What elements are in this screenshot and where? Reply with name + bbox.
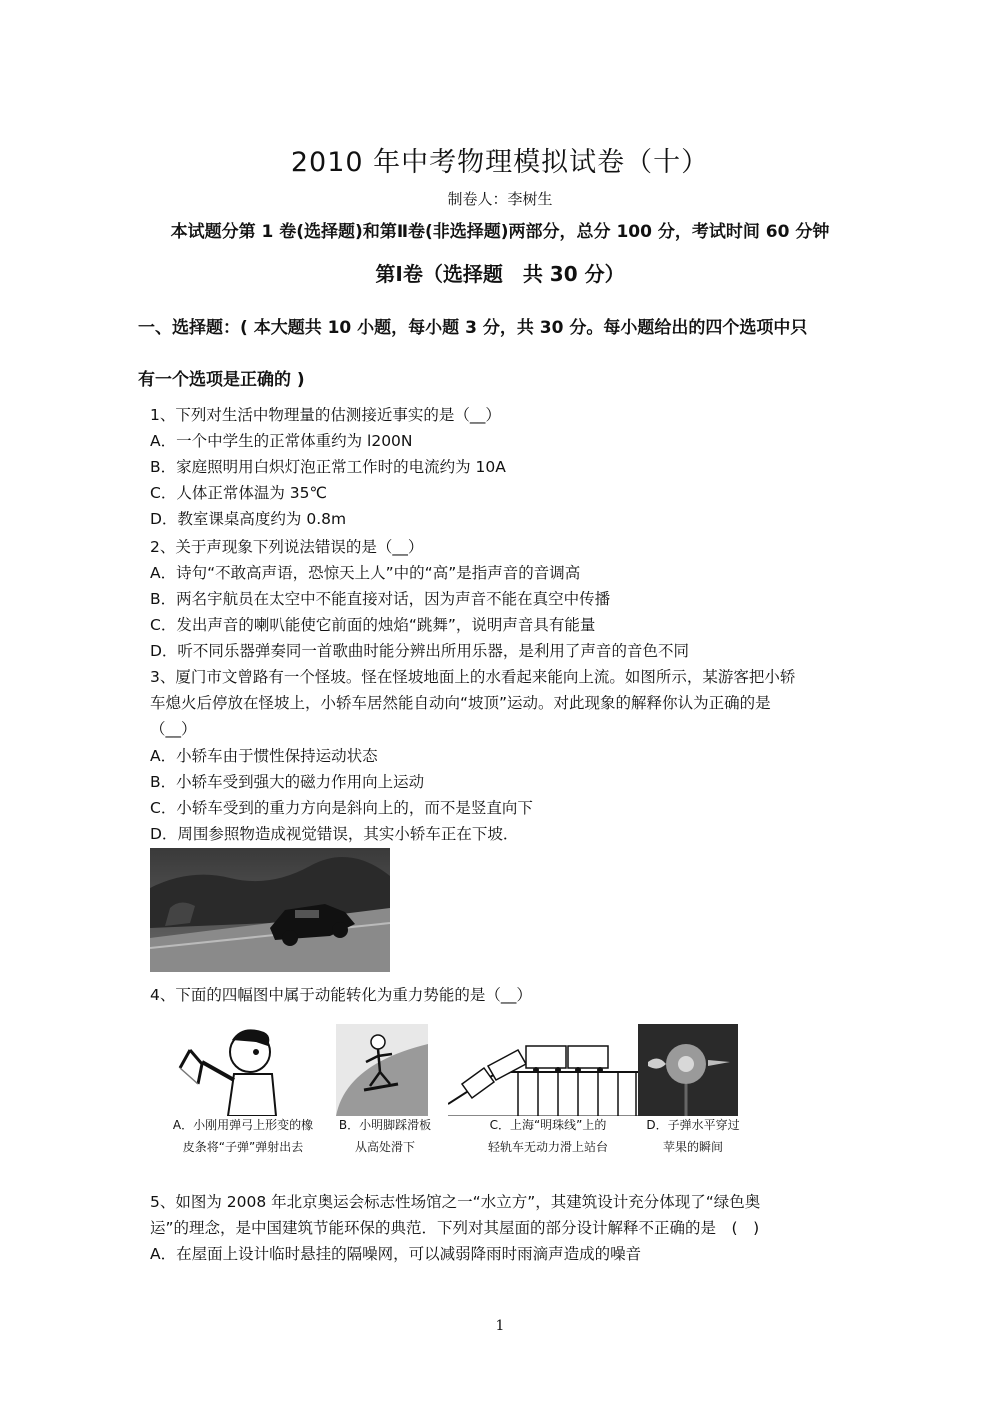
q3-option-d: D．周围参照物造成视觉错误，其实小轿车正在下坡． (150, 825, 519, 843)
q3-stem-line1: 3、厦门市文曾路有一个怪坡。怪在怪坡地面上的水看起来能向上流。如图所示，某游客把小轿 (150, 668, 796, 686)
q2-option-d: D．听不同乐器弹奏同一首歌曲时能分辨出所用乐器，是利用了声音的音色不同 (150, 642, 689, 660)
author-line: 制卷人：李树生 (447, 190, 553, 208)
q5-stem-line1: 5、如图为 2008 年北京奥运会标志性场馆之一“水立方”，其建筑设计充分体现了“绿色奥 (150, 1193, 761, 1211)
car-on-slope-photo (150, 848, 390, 972)
q2-stem: 2、关于声现象下列说法错误的是（__） (150, 538, 424, 556)
q2-option-a: A．诗句“不敢高声语，恐惊天上人”中的“高”是指声音的音调高 (150, 564, 581, 582)
q3-option-c: C．小轿车受到的重力方向是斜向上的，而不是竖直向下 (150, 799, 533, 817)
q2-option-b: B．两名宇航员在太空中不能直接对话，因为声音不能在真空中传播 (150, 590, 611, 608)
q2-option-c: C．发出声音的喇叭能使它前面的烛焰“跳舞”，说明声音具有能量 (150, 616, 596, 634)
exam-info: 本试题分第 1 卷(选择题)和第Ⅱ卷(非选择题)两部分，总分 100 分，考试时间 60 分钟 (170, 222, 830, 242)
figure-a-caption-line2: 皮条将“子弹”弹射出去 (182, 1140, 304, 1154)
volume-heading: 第Ⅰ卷（选择题 共 30 分） (375, 262, 625, 286)
q1-option-c: C．人体正常体温为 35℃ (150, 484, 327, 502)
q1-option-a: A．一个中学生的正常体重约为 l200N (150, 432, 413, 450)
figure-c-caption-line1: C．上海“明珠线”上的 (489, 1118, 607, 1132)
bullet-apple-figure (638, 1024, 738, 1116)
figure-c-caption (458, 1114, 638, 1158)
q1-option-b: B．家庭照明用白炽灯泡正常工作时的电流约为 10A (150, 458, 506, 476)
skateboard-slope-figure (336, 1024, 428, 1116)
figure-a-caption (158, 1114, 328, 1158)
figure-c-caption-line2: 轻轨车无动力滑上站台 (487, 1140, 608, 1154)
page-number: 1 (495, 1318, 505, 1334)
section-heading-line2: 有一个选项是正确的 ) (138, 370, 305, 390)
q5-stem-line2: 运”的理念，是中国建筑节能环保的典范．下列对其屋面的部分设计解释不正确的是 ( ) (150, 1219, 760, 1237)
q3-stem-line2: 车熄火后停放在怪坡上，小轿车居然能自动向“坡顶”运动。对此现象的解释你认为正确的是 (150, 694, 771, 712)
figure-a-caption-line1: A．小刚用弹弓上形变的橡 (172, 1118, 314, 1132)
slingshot-boy-figure (172, 1024, 312, 1116)
q3-option-b: B．小轿车受到强大的磁力作用向上运动 (150, 773, 425, 791)
figure-d-caption-line1: D．子弹水平穿过 (646, 1118, 740, 1132)
q1-option-d: D．教室课桌高度约为 0.8m (150, 510, 347, 528)
figure-b-caption-line2: 从高处滑下 (354, 1140, 415, 1154)
q3-option-a: A．小轿车由于惯性保持运动状态 (150, 747, 378, 765)
figure-d-caption (628, 1114, 758, 1158)
q1-stem: 1、下列对生活中物理量的估测接近事实的是（__） (150, 406, 501, 424)
q5-option-a: A．在屋面上设计临时悬挂的隔噪网，可以减弱降雨时雨滴声造成的噪音 (150, 1245, 642, 1263)
q4-stem: 4、下面的四幅图中属于动能转化为重力势能的是（__） (150, 986, 532, 1004)
light-rail-figure (448, 1024, 638, 1116)
section-heading-line1: 一、选择题：( 本大题共 10 小题，每小题 3 分，共 30 分。每小题给出的四个选项中只 (138, 318, 808, 338)
figure-b-caption-line1: B．小明脚踩滑板 (338, 1118, 432, 1132)
page-title: 2010 年中考物理模拟试卷（十） (290, 147, 710, 178)
figure-d-caption-line2: 苹果的瞬间 (662, 1140, 723, 1154)
q3-stem-line3: （__） (150, 720, 197, 738)
figure-b-caption (330, 1114, 440, 1158)
